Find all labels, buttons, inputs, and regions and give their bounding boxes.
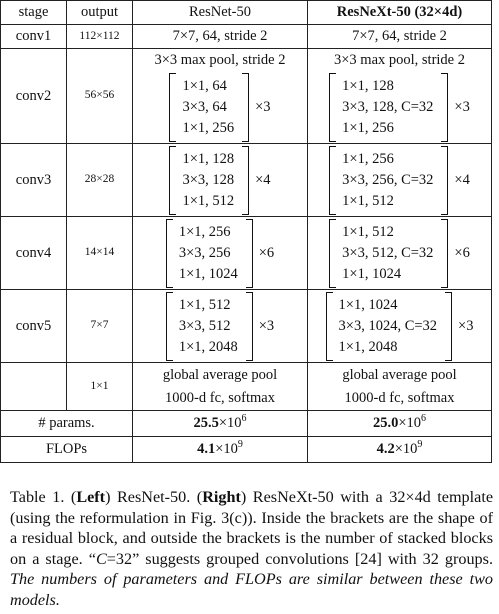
- times-ten: ×10: [218, 415, 242, 432]
- resnet-conv5-block: [133, 290, 308, 363]
- resnext-flops-exp: 9: [417, 439, 423, 451]
- output-conv4: 14×14: [67, 217, 133, 290]
- times-ten: ×10: [394, 441, 418, 458]
- row-conv3: [1, 144, 492, 217]
- block-line: 1×1, 512: [342, 223, 394, 240]
- block-line: 3×3, 128: [182, 171, 235, 188]
- resnet-flops: [133, 437, 308, 463]
- block-line: 3×3, 128, C=32: [342, 98, 434, 115]
- resnext-conv2-block: [308, 71, 492, 144]
- resnet-final-fc: 1000-d fc, softmax: [165, 389, 275, 406]
- resnet-flops-exp: 9: [237, 439, 243, 451]
- output-final: 1×1: [67, 363, 133, 411]
- block-line: 1×1, 512: [178, 296, 231, 313]
- resnext-conv5-block: [308, 290, 492, 363]
- output-conv1: 112×112: [67, 25, 133, 49]
- output-conv2: 56×56: [67, 49, 133, 144]
- resnext-conv4-block: [308, 217, 492, 290]
- table-caption: [10, 487, 493, 610]
- caption-italic: The numbers of parameters and FLOPs are similar between these two models.: [10, 570, 493, 609]
- caption-part: ) ResNeXt-50 with a 32×4d template (using the reformulation in Fig. 3(c)). Inside the brackets are the shape of a residual block, and outside the brackets is the number of stacked blocks on a stage. “: [10, 488, 494, 568]
- row-params: [1, 411, 492, 437]
- resnet-conv1: 7×7, 64, stride 2: [133, 25, 308, 49]
- block-line: 1×1, 1024: [338, 296, 398, 313]
- header-stage: stage: [1, 1, 67, 25]
- resnet-conv3-block: [133, 144, 308, 217]
- block-line: 1×1, 1024: [342, 265, 402, 282]
- caption-c: C: [95, 549, 107, 568]
- caption-part: ) ResNet-50. (: [105, 488, 203, 506]
- header-output: output: [67, 1, 133, 25]
- resnext-conv1: 7×7, 64, stride 2: [308, 25, 492, 49]
- resnext-params-base: 25.0: [372, 415, 399, 432]
- params-label: # params.: [1, 411, 133, 437]
- block-line: 1×1, 256: [342, 119, 394, 136]
- block-line: 1×1, 2048: [178, 338, 238, 355]
- resnet-final: [133, 363, 308, 411]
- resnext-params-exp: 6: [421, 413, 427, 425]
- block-line: 3×3, 512: [178, 317, 231, 334]
- block-line: 3×3, 64: [182, 98, 227, 115]
- block-line: 3×3, 1024, C=32: [338, 317, 438, 334]
- resnext-final: [308, 363, 492, 411]
- bracket: [329, 146, 448, 215]
- block-multiplier: ×4: [454, 171, 470, 188]
- block-line: 1×1, 128: [342, 77, 394, 94]
- row-conv2-pool: [1, 49, 492, 72]
- block-line: 1×1, 128: [182, 150, 235, 167]
- stage-conv5: conv5: [1, 290, 67, 363]
- bracket: [166, 292, 253, 361]
- block-multiplier: ×3: [454, 98, 470, 115]
- block-multiplier: ×6: [454, 244, 470, 261]
- bracket: [169, 73, 249, 142]
- block-line: 1×1, 1024: [178, 265, 238, 282]
- resnext-conv3-block: [308, 144, 492, 217]
- bracket: [326, 292, 453, 361]
- resnext-conv2-pool: 3×3 max pool, stride 2: [308, 49, 492, 72]
- row-conv5: [1, 290, 492, 363]
- header-row: [1, 1, 492, 25]
- stage-conv2: conv2: [1, 49, 67, 144]
- times-ten: ×10: [398, 415, 422, 432]
- block-multiplier: ×3: [258, 317, 275, 334]
- caption-left: Left: [76, 488, 106, 506]
- row-conv4: [1, 217, 492, 290]
- stage-conv3: conv3: [1, 144, 67, 217]
- resnet-params-exp: 6: [241, 413, 247, 425]
- block-multiplier: ×4: [255, 171, 271, 188]
- resnet-conv2-block: [133, 71, 308, 144]
- stage-conv1: conv1: [1, 25, 67, 49]
- resnet-flops-base: 4.1: [197, 441, 216, 458]
- resnext-final-fc: 1000-d fc, softmax: [344, 389, 455, 406]
- bracket: [329, 219, 448, 288]
- block-line: 3×3, 512, C=32: [342, 244, 434, 261]
- block-line: 1×1, 512: [182, 192, 235, 209]
- resnext-params: [308, 411, 492, 437]
- bracket: [166, 219, 253, 288]
- block-line: 1×1, 64: [182, 77, 227, 94]
- block-multiplier: ×6: [258, 244, 275, 261]
- resnet-final-pool: global average pool: [162, 366, 278, 383]
- block-line: 3×3, 256, C=32: [342, 171, 434, 188]
- row-flops: [1, 437, 492, 463]
- row-conv1: [1, 25, 492, 49]
- output-conv3: 28×28: [67, 144, 133, 217]
- bracket: [169, 146, 249, 215]
- row-final: [1, 363, 492, 411]
- resnext-final-pool: global average pool: [342, 366, 457, 383]
- output-conv5: 7×7: [67, 290, 133, 363]
- times-ten: ×10: [215, 441, 238, 458]
- caption-part: Table 1. (: [10, 488, 77, 506]
- bracket: [329, 73, 448, 142]
- resnet-conv2-pool: 3×3 max pool, stride 2: [133, 49, 308, 72]
- resnext-flops-base: 4.2: [376, 441, 395, 458]
- block-line: 1×1, 2048: [338, 338, 398, 355]
- caption-right: Right: [202, 488, 241, 506]
- resnet-conv4-block: [133, 217, 308, 290]
- block-line: 1×1, 512: [342, 192, 394, 209]
- caption-part: =32” suggests grouped convolutions [24] with 32 groups.: [106, 549, 493, 568]
- block-line: 1×1, 256: [182, 119, 235, 136]
- block-line: 3×3, 256: [178, 244, 231, 261]
- resnext-flops: [308, 437, 492, 463]
- block-multiplier: ×3: [458, 317, 474, 334]
- resnet-params: [133, 411, 308, 437]
- block-line: 1×1, 256: [342, 150, 394, 167]
- header-resnet: ResNet-50: [133, 1, 308, 25]
- flops-label: FLOPs: [1, 437, 133, 463]
- resnet-params-base: 25.5: [193, 415, 219, 432]
- stage-final: [1, 363, 67, 411]
- header-resnext: ResNeXt-50 (32×4d): [308, 1, 492, 25]
- stage-conv4: conv4: [1, 217, 67, 290]
- block-line: 1×1, 256: [178, 223, 231, 240]
- block-multiplier: ×3: [255, 98, 271, 115]
